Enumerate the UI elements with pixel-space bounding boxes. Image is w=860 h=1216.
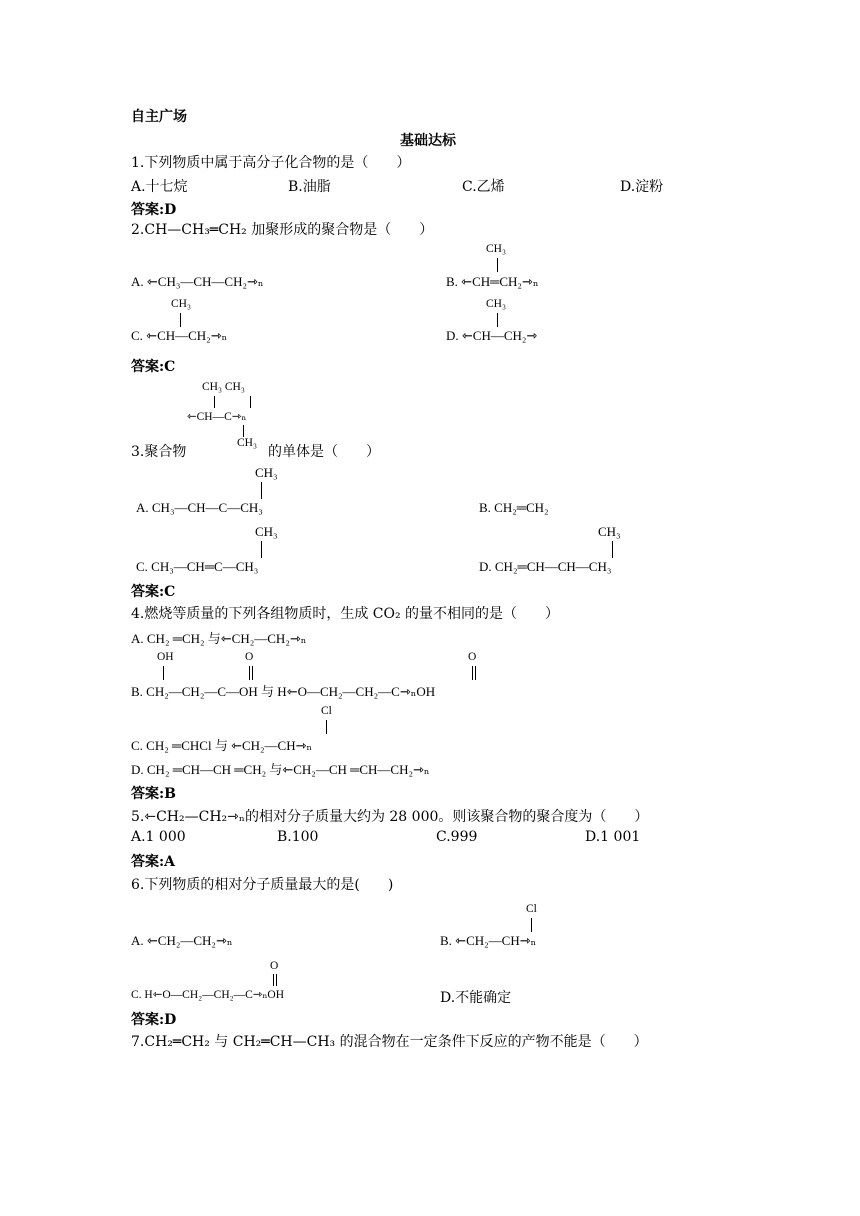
q3-option-d: D. CH₂═CH—CH—CH₃: [479, 559, 612, 574]
q2-option-a: A. ⇽CH₃—CH—CH₂⇾ₙ: [131, 274, 264, 289]
q5-answer: 答案:A: [131, 854, 176, 870]
q1-option-d: D.淀粉: [620, 179, 664, 195]
q4-option-c: C. CH₂ ═CHCl 与 ⇽CH₂—CH⇾ₙ: [131, 738, 313, 753]
q2-option-c: C. ⇽CH—CH₂⇾ₙ: [131, 328, 228, 343]
q6-option-a: A. ⇽CH₂—CH₂⇾ₙ: [131, 933, 233, 948]
question-6-stem: 6.下列物质的相对分子质量最大的是( ): [131, 877, 394, 893]
q6-option-b-cl: Cl: [526, 903, 537, 915]
question-2-stem: 2.CH—CH₃═CH₂ 加聚形成的聚合物是（ ）: [131, 222, 434, 238]
q6-option-c: C. H⇽O—CH₂—CH₂—C⇾ₙOH: [131, 989, 285, 1001]
q3-option-a: A. CH₃—CH—C—CH₃: [136, 500, 263, 515]
q6-option-d: D.不能确定: [440, 990, 512, 1006]
question-3-stem-start: 3.聚合物: [131, 444, 187, 460]
q4-option-b-o1: O: [245, 651, 254, 663]
question-5-stem: 5.⇽CH₂—CH₂⇾ₙ的相对分子质量大约为 28 000。则该聚合物的聚合度为（ ）: [131, 809, 649, 825]
q2-option-d: D. ⇽CH—CH₂⇾: [446, 328, 538, 343]
q2-option-d-substituent: CH₃: [486, 298, 506, 310]
question-3-stem-end: 的单体是（ ）: [268, 444, 380, 460]
q1-option-b: B.油脂: [288, 179, 331, 195]
q2-option-b-substituent: CH₃: [486, 243, 506, 255]
q4-option-b: B. CH₂—CH₂—C—OH 与 H⇽O—CH₂—CH₂—C⇾ₙOH: [131, 684, 436, 699]
question-1-stem: 1.下列物质中属于高分子化合物的是（ ）: [131, 155, 411, 171]
q3-option-d-substituent: CH₃: [598, 524, 621, 539]
q4-answer: 答案:B: [131, 786, 177, 802]
question-4-stem: 4.燃烧等质量的下列各组物质时，生成 CO₂ 的量不相同的是（ ）: [131, 606, 560, 622]
q4-option-a: A. CH₂ ═CH₂ 与⇽CH₂—CH₂⇾ₙ: [131, 631, 307, 646]
q3-answer: 答案:C: [131, 584, 176, 600]
q4-option-c-cl: Cl: [321, 705, 332, 717]
q3-option-b: B. CH₂═CH₂: [479, 500, 549, 515]
q5-option-b: B.100: [277, 829, 319, 845]
q6-answer: 答案:D: [131, 1012, 177, 1028]
q4-option-b-oh: OH: [157, 651, 174, 663]
q6-option-c-o: O: [270, 960, 279, 972]
q3-option-a-substituent: CH₃: [255, 465, 278, 480]
q2-option-c-substituent: CH₃: [171, 298, 191, 310]
page-subtitle: 基础达标: [400, 133, 456, 149]
question-7-stem: 7.CH₂═CH₂ 与 CH₂═CH—CH₃ 的混合物在一定条件下反应的产物不能是（ ）: [131, 1034, 648, 1050]
q6-option-b: B. ⇽CH₂—CH⇾ₙ: [440, 933, 537, 948]
q1-option-c: C.乙烯: [462, 179, 505, 195]
q5-option-c: C.999: [436, 829, 478, 845]
q2-answer: 答案:C: [131, 359, 176, 375]
q3-polymer-chain: ⇽CH—C⇾ₙ: [187, 411, 247, 423]
q5-option-d: D.1 001: [585, 829, 641, 845]
q5-option-a: A.1 000: [131, 829, 186, 845]
q3-option-c-substituent: CH₃: [255, 524, 278, 539]
q4-option-d: D. CH₂ ═CH—CH ═CH₂ 与⇽CH₂—CH ═CH—CH₂⇾ₙ: [131, 762, 430, 777]
q3-option-c: C. CH₃—CH═C—CH₃: [136, 559, 259, 574]
q4-option-b-o2: O: [468, 651, 477, 663]
q1-option-a: A.十七烷: [131, 179, 188, 195]
q2-option-b: B. ⇽CH═CH₂⇾ₙ: [446, 274, 539, 289]
q1-answer: 答案:D: [131, 202, 177, 218]
q3-polymer-bottom: CH₃: [237, 437, 257, 449]
q3-polymer-top: CH₃ CH₃: [202, 381, 245, 393]
section-title: 自主广场: [131, 109, 187, 125]
